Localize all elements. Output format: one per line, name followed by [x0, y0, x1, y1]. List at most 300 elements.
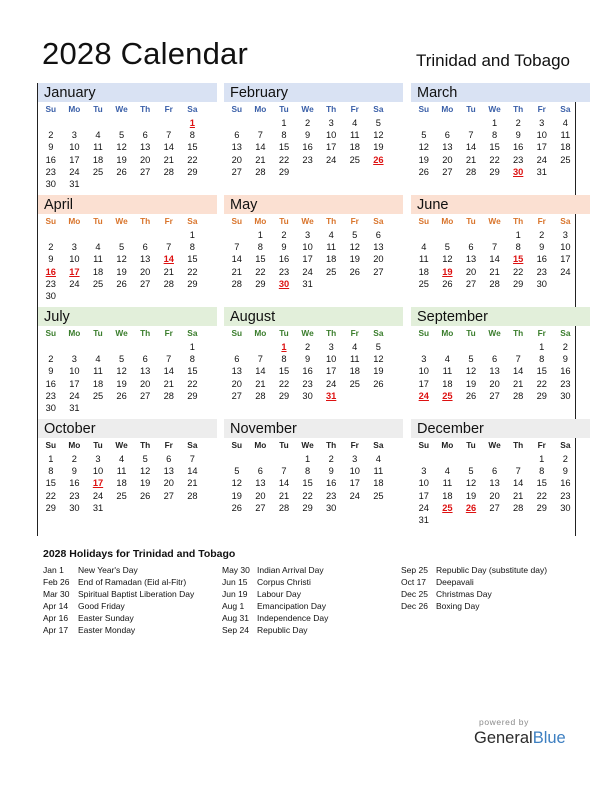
empty-day-cell	[181, 502, 205, 514]
empty-day-cell	[343, 278, 367, 290]
day-cell: 27	[465, 278, 477, 289]
holiday-entry	[43, 588, 194, 600]
weekday-label: Fr	[350, 328, 359, 338]
weekday-label: Tu	[466, 216, 476, 226]
day-cell: 29	[513, 278, 524, 289]
day-cell: 24	[536, 154, 547, 165]
day-cell: 18	[349, 366, 360, 377]
day-cell: 28	[255, 390, 266, 401]
day-cell: 21	[187, 478, 198, 489]
day-cell: 1	[539, 342, 545, 352]
day-cell: 3	[328, 342, 334, 352]
day-cell: 10	[302, 242, 313, 253]
day-cell: 7	[515, 466, 521, 477]
generalblue-logo[interactable]	[474, 729, 566, 748]
day-cell: 4	[95, 130, 101, 141]
weekday-label: Tu	[466, 104, 476, 114]
day-cell: 22	[536, 378, 547, 389]
weekday-label: Su	[231, 104, 243, 114]
day-cell: 25	[116, 490, 127, 501]
day-cell: 23	[536, 266, 547, 277]
brand-general: General	[474, 729, 533, 747]
week-row	[412, 229, 577, 241]
month-header: May	[224, 195, 403, 214]
day-cell: 28	[278, 502, 290, 513]
day-cell: 2	[304, 342, 311, 352]
day-cell: 12	[373, 354, 384, 365]
empty-day-cell	[110, 178, 134, 190]
day-cell: 3	[328, 118, 334, 128]
weekday-label: Fr	[350, 104, 359, 114]
month-days-table	[225, 102, 390, 178]
week-row	[412, 341, 577, 353]
day-cell: 26	[116, 166, 127, 177]
empty-day-cell	[249, 341, 273, 353]
week-row	[412, 378, 577, 390]
empty-day-cell	[459, 341, 483, 353]
day-cell: 19	[373, 366, 384, 377]
day-cell: 2	[562, 454, 568, 464]
day-cell: 1	[281, 118, 287, 128]
day-cell: 28	[513, 502, 524, 513]
empty-day-cell	[249, 117, 273, 129]
month-header: January	[38, 83, 217, 102]
weekday-label: Sa	[373, 328, 384, 338]
day-cell: 11	[373, 466, 384, 477]
month-header: June	[411, 195, 590, 214]
day-cell: 10	[418, 478, 429, 489]
empty-day-cell	[412, 117, 436, 129]
day-cell: 18	[418, 266, 429, 277]
day-cell: 15	[489, 142, 500, 153]
day-cell: 26	[231, 502, 242, 513]
holiday-entry	[43, 600, 194, 612]
month-days-table	[412, 102, 577, 178]
weekday-label: Mo	[254, 440, 267, 450]
day-cell: 19	[116, 154, 127, 165]
day-cell: 6	[234, 354, 240, 365]
day-cell: 9	[48, 366, 54, 377]
week-row	[39, 365, 204, 377]
weekday-label: Su	[45, 104, 57, 114]
empty-day-cell	[343, 502, 367, 514]
day-cell: 29	[45, 502, 56, 513]
day-cell: 24	[69, 278, 80, 289]
day-cell: 31	[302, 278, 313, 289]
day-cell: 30	[45, 179, 56, 190]
holiday-name: Spiritual Baptist Liberation Day	[78, 589, 195, 600]
day-cell: 10	[326, 354, 337, 365]
weekday-label: Mo	[441, 328, 454, 338]
day-cell: 21	[163, 266, 174, 277]
weekday-label: Mo	[254, 328, 267, 338]
empty-day-cell	[554, 278, 578, 290]
day-cell: 15	[302, 478, 313, 489]
week-row	[225, 365, 390, 377]
month-header: July	[38, 307, 217, 326]
day-cell: 20	[489, 490, 500, 501]
day-cell: 25	[92, 166, 104, 177]
week-row	[39, 266, 204, 278]
day-cell: 10	[69, 254, 80, 265]
weekday-label: Mo	[68, 104, 81, 114]
day-cell: 2	[562, 342, 568, 352]
day-cell: 2	[71, 454, 77, 464]
weekday-label: Sa	[560, 104, 571, 114]
day-cell: 16	[560, 478, 571, 489]
day-cell: 30	[302, 390, 313, 401]
holiday-name: Republic Day (substitute day)	[436, 565, 548, 575]
weekday-label: We	[488, 440, 501, 450]
day-cell: 6	[375, 230, 381, 240]
day-cell: 8	[515, 242, 521, 253]
month-june	[411, 195, 590, 307]
weekday-label: Mo	[441, 440, 454, 450]
month-days-table	[39, 214, 204, 302]
week-row	[225, 390, 390, 402]
week-row	[412, 502, 577, 514]
holiday-day-cell: 15	[513, 254, 524, 265]
empty-day-cell	[133, 502, 157, 514]
empty-day-cell	[63, 290, 87, 302]
day-cell: 25	[349, 154, 360, 165]
holiday-date: Dec 25	[401, 589, 428, 600]
week-row	[225, 266, 390, 278]
month-october	[38, 419, 217, 531]
holiday-date: Oct 17	[401, 577, 427, 588]
day-cell: 18	[442, 490, 453, 501]
day-cell: 3	[71, 242, 77, 253]
empty-day-cell	[181, 402, 205, 414]
day-cell: 13	[255, 478, 266, 489]
holiday-entry	[222, 612, 328, 624]
holiday-entry	[401, 600, 547, 612]
empty-day-cell	[459, 453, 483, 465]
day-cell: 24	[349, 490, 360, 501]
day-cell: 27	[255, 502, 266, 513]
day-cell: 26	[418, 166, 429, 177]
empty-day-cell	[63, 229, 87, 241]
holiday-date: Jan 1	[43, 565, 64, 575]
week-row	[225, 117, 390, 129]
week-row	[39, 390, 204, 402]
empty-day-cell	[483, 341, 507, 353]
weekday-label: Fr	[164, 328, 173, 338]
day-cell: 10	[326, 130, 337, 141]
week-row	[225, 129, 390, 141]
week-row	[225, 141, 390, 153]
day-cell: 17	[69, 378, 80, 389]
holiday-entry	[43, 576, 194, 588]
day-cell: 1	[539, 454, 545, 464]
day-cell: 27	[231, 390, 242, 401]
day-cell: 30	[45, 291, 56, 302]
weekday-label: Su	[231, 216, 243, 226]
day-cell: 14	[163, 142, 174, 153]
day-cell: 27	[231, 166, 242, 177]
day-cell: 21	[465, 154, 477, 165]
day-cell: 28	[163, 390, 174, 401]
empty-day-cell	[225, 341, 249, 353]
day-cell: 25	[560, 154, 571, 165]
day-cell: 4	[95, 354, 101, 365]
day-cell: 11	[93, 142, 103, 153]
day-cell: 18	[92, 266, 104, 277]
day-cell: 12	[116, 366, 127, 377]
empty-day-cell	[225, 117, 249, 129]
day-cell: 17	[69, 154, 80, 165]
weekday-label: Th	[326, 328, 337, 338]
day-cell: 4	[562, 118, 568, 128]
day-cell: 5	[234, 466, 240, 477]
day-cell: 5	[468, 354, 474, 365]
day-cell: 11	[326, 242, 336, 253]
week-row	[225, 341, 390, 353]
holiday-entry	[222, 600, 328, 612]
empty-day-cell	[249, 453, 273, 465]
day-cell: 24	[326, 378, 337, 389]
weekday-label: Th	[140, 104, 151, 114]
day-cell: 12	[442, 254, 453, 265]
week-row	[412, 141, 577, 153]
empty-day-cell	[133, 402, 157, 414]
day-cell: 29	[489, 166, 500, 177]
day-cell: 17	[349, 478, 360, 489]
empty-day-cell	[86, 341, 110, 353]
day-cell: 16	[45, 378, 56, 389]
day-cell: 6	[444, 130, 450, 141]
weekday-label: Sa	[373, 440, 384, 450]
day-cell: 10	[349, 466, 360, 477]
weekday-label: Su	[45, 216, 57, 226]
day-cell: 28	[255, 166, 266, 177]
weekday-label: Tu	[466, 328, 476, 338]
weekday-label: We	[301, 440, 314, 450]
day-cell: 17	[418, 490, 429, 501]
week-row	[225, 453, 390, 465]
day-cell: 24	[418, 502, 429, 513]
day-cell: 7	[166, 130, 172, 141]
day-cell: 4	[444, 466, 450, 477]
weekday-label: Fr	[164, 216, 173, 226]
month-header: December	[411, 419, 590, 438]
weekday-label: Sa	[187, 328, 198, 338]
holiday-date: Jun 15	[222, 577, 248, 588]
weekday-label: We	[488, 216, 501, 226]
holiday-name: End of Ramadan (Eid al-Fitr)	[78, 577, 187, 588]
day-cell: 30	[560, 502, 571, 513]
week-row	[39, 229, 204, 241]
day-cell: 1	[48, 454, 54, 464]
holiday-date: Apr 16	[43, 613, 69, 624]
weekday-label: Mo	[441, 104, 454, 114]
day-cell: 7	[257, 130, 263, 141]
holiday-day-cell: 14	[163, 254, 174, 265]
day-cell: 30	[560, 390, 571, 401]
day-cell: 31	[92, 502, 104, 513]
day-cell: 11	[442, 478, 453, 489]
day-cell: 16	[45, 154, 56, 165]
day-cell: 16	[513, 142, 524, 153]
month-days-table	[225, 214, 390, 290]
weekday-label: Su	[418, 216, 430, 226]
week-row	[39, 166, 204, 178]
holiday-name: Labour Day	[257, 589, 301, 600]
day-cell: 23	[45, 390, 56, 401]
day-cell: 27	[373, 266, 384, 277]
day-cell: 22	[278, 154, 290, 165]
month-days-table	[39, 326, 204, 414]
weekday-label: Tu	[279, 328, 289, 338]
day-cell: 13	[465, 254, 477, 265]
empty-day-cell	[86, 117, 110, 129]
day-cell: 20	[140, 154, 151, 165]
day-cell: 29	[278, 166, 290, 177]
empty-day-cell	[63, 341, 87, 353]
day-cell: 18	[349, 142, 360, 153]
day-cell: 29	[536, 502, 547, 513]
holiday-day-cell: 16	[45, 266, 56, 277]
empty-day-cell	[86, 290, 110, 302]
day-cell: 21	[163, 154, 174, 165]
day-cell: 28	[513, 390, 524, 401]
weekday-label: Fr	[350, 216, 359, 226]
day-cell: 4	[444, 354, 450, 365]
empty-day-cell	[157, 178, 181, 190]
empty-day-cell	[157, 341, 181, 353]
week-row	[39, 178, 204, 190]
week-row	[225, 465, 390, 477]
holiday-day-cell: 26	[373, 154, 384, 165]
empty-day-cell	[459, 514, 483, 526]
empty-day-cell	[367, 166, 391, 178]
empty-day-cell	[483, 514, 507, 526]
day-cell: 23	[513, 154, 524, 165]
holiday-name: New Year's Day	[78, 565, 138, 575]
day-cell: 23	[560, 378, 571, 389]
month-august	[224, 307, 403, 419]
day-cell: 5	[352, 230, 358, 240]
week-row	[225, 278, 390, 290]
week-row	[225, 241, 390, 253]
empty-day-cell	[319, 166, 343, 178]
country-name: Trinidad and Tobago	[415, 51, 570, 70]
weekday-label: Fr	[350, 440, 359, 450]
day-cell: 15	[536, 478, 547, 489]
weekday-label: Th	[326, 104, 337, 114]
month-april	[38, 195, 217, 307]
holiday-date: Apr 17	[43, 625, 69, 636]
month-header: February	[224, 83, 403, 102]
weekday-label: We	[488, 104, 501, 114]
holiday-entry	[222, 624, 328, 636]
day-cell: 5	[468, 466, 474, 477]
day-cell: 11	[116, 466, 127, 477]
holiday-name: Good Friday	[78, 601, 125, 612]
day-cell: 8	[189, 242, 195, 253]
day-cell: 19	[140, 478, 151, 489]
day-cell: 2	[48, 130, 54, 141]
week-row	[412, 154, 577, 166]
day-cell: 9	[71, 466, 77, 477]
day-cell: 16	[560, 366, 571, 377]
day-cell: 13	[231, 366, 242, 377]
weekday-label: Sa	[187, 440, 198, 450]
day-cell: 6	[142, 354, 148, 365]
weekday-label: Th	[140, 328, 151, 338]
day-cell: 27	[140, 390, 151, 401]
day-cell: 17	[418, 378, 429, 389]
week-row	[39, 477, 204, 489]
day-cell: 3	[562, 230, 568, 240]
weekday-label: Sa	[373, 104, 384, 114]
day-cell: 20	[373, 254, 384, 265]
empty-day-cell	[412, 229, 436, 241]
day-cell: 11	[93, 366, 103, 377]
holiday-name: Independence Day	[257, 613, 329, 624]
day-cell: 29	[255, 278, 266, 289]
empty-day-cell	[39, 229, 63, 241]
day-cell: 19	[349, 254, 360, 265]
weekday-label: Mo	[68, 440, 81, 450]
day-cell: 23	[69, 490, 80, 501]
day-cell: 29	[278, 390, 290, 401]
day-cell: 16	[326, 478, 337, 489]
day-cell: 18	[92, 378, 104, 389]
day-cell: 15	[536, 366, 547, 377]
week-row	[412, 266, 577, 278]
empty-day-cell	[554, 166, 578, 178]
month-header: November	[224, 419, 403, 438]
week-row	[39, 241, 204, 253]
empty-day-cell	[436, 514, 460, 526]
weekday-label: Su	[418, 440, 430, 450]
day-cell: 14	[231, 254, 242, 265]
month-days-table	[412, 326, 577, 402]
day-cell: 10	[418, 366, 429, 377]
holiday-day-cell: 25	[442, 390, 453, 401]
day-cell: 18	[373, 478, 384, 489]
day-cell: 4	[328, 230, 334, 240]
empty-day-cell	[110, 290, 134, 302]
day-cell: 5	[444, 242, 450, 253]
day-cell: 4	[95, 242, 101, 253]
day-cell: 25	[92, 278, 104, 289]
holiday-name: Corpus Christi	[257, 577, 311, 588]
weekday-label: Fr	[164, 440, 173, 450]
day-cell: 28	[465, 166, 477, 177]
day-cell: 9	[539, 242, 545, 253]
day-cell: 14	[465, 142, 477, 153]
day-cell: 8	[281, 130, 287, 141]
empty-day-cell	[483, 453, 507, 465]
day-cell: 31	[536, 166, 547, 177]
holiday-entry	[43, 612, 194, 624]
day-cell: 20	[231, 378, 242, 389]
weekday-label: Mo	[254, 104, 267, 114]
day-cell: 1	[515, 230, 521, 240]
day-cell: 17	[536, 142, 547, 153]
week-row	[39, 465, 204, 477]
empty-day-cell	[459, 117, 483, 129]
week-row	[39, 154, 204, 166]
brand-blue: Blue	[532, 729, 566, 747]
month-header: March	[411, 83, 590, 102]
weekday-label: Tu	[93, 104, 103, 114]
empty-day-cell	[157, 117, 181, 129]
day-cell: 3	[71, 130, 77, 141]
empty-day-cell	[367, 502, 391, 514]
